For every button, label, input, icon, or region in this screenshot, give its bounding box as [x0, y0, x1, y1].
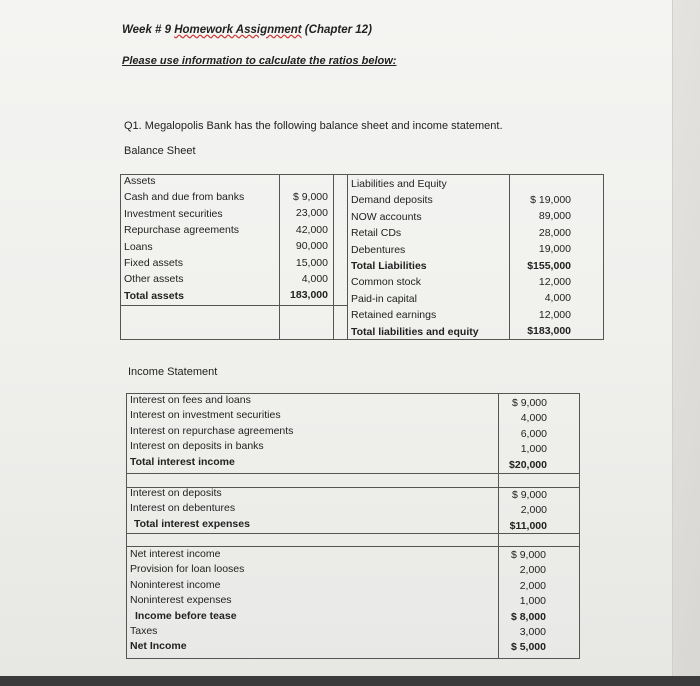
- summary-labels: Net interest income Provision for loan looses Noninterest income Noninterest expenses Income before tease Taxes Net Income: [130, 548, 245, 653]
- income-labels: Interest on fees and loans Interest on investment securities Interest on repurchase agreements Interest on deposits in banks Total interest income: [130, 394, 294, 468]
- income-statement-label: Income Statement: [128, 366, 218, 378]
- page-title: Week # 9 Homework Assignment (Chapter 12): [122, 24, 372, 36]
- liabilities-column: Liabilities and Equity Demand deposits NOW accounts Retail CDs Debentures Total Liabilities Common stock Paid-in capital Retained earnings Total liabilities and equity: [351, 178, 479, 338]
- instruction-text: Please use information to calculate the ratios below:: [122, 55, 397, 67]
- income-values: $ 9,000 4,000 6,000 1,000 $20,000: [509, 397, 547, 471]
- assets-values: $ 9,000 23,000 42,000 90,000 15,000 4,000 183,000: [290, 191, 328, 302]
- summary-values: $ 9,000 2,000 2,000 1,000 $ 8,000 3,000 $ 5,000: [510, 549, 546, 654]
- expense-labels: Interest on deposits Interest on debentures Total interest expenses: [130, 487, 250, 530]
- question-text: Q1. Megalopolis Bank has the following balance sheet and income statement.: [124, 120, 503, 132]
- expense-values: $ 9,000 2,000 $11,000: [509, 489, 547, 532]
- monitor-bezel: [0, 676, 700, 686]
- assets-header: Assets: [124, 175, 156, 187]
- balance-sheet-label: Balance Sheet: [124, 145, 196, 157]
- liabilities-values: $ 19,000 89,000 28,000 19,000 $155,000 12,000 4,000 12,000 $183,000: [527, 194, 571, 338]
- assets-column: Assets Cash and due from banks Investment securities Repurchase agreements Loans Fixed assets Other assets Total assets: [124, 175, 245, 302]
- liabilities-header: Liabilities and Equity: [351, 178, 447, 190]
